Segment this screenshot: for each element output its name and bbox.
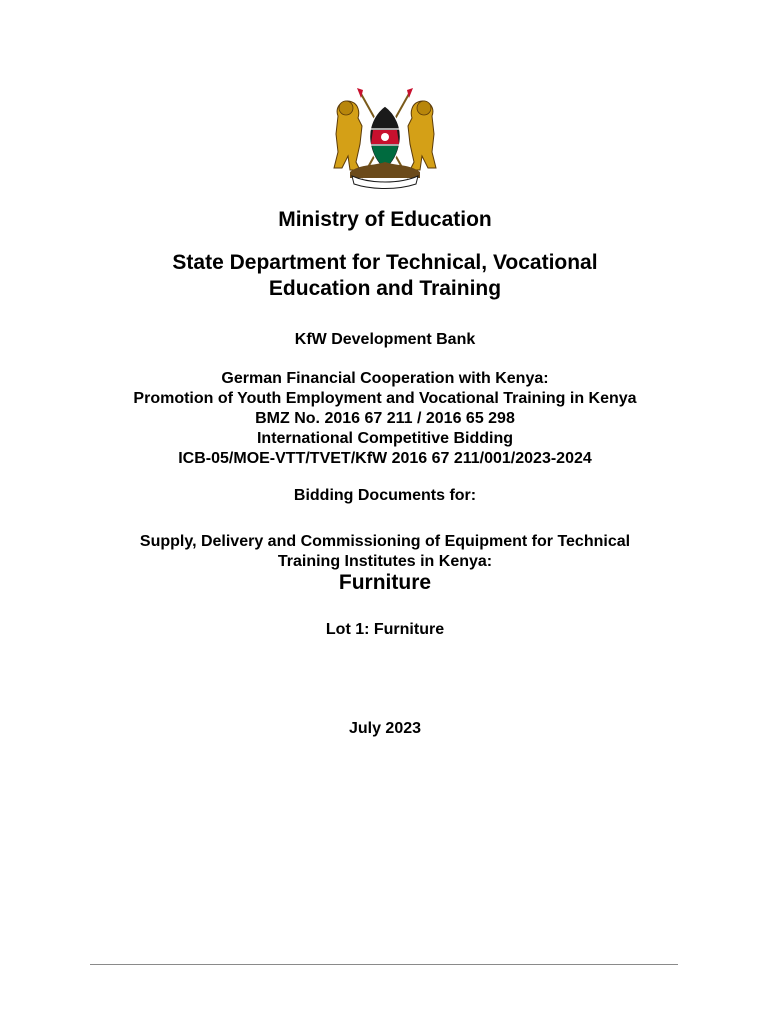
project-details — [0, 369, 770, 469]
project-bmz-number: BMZ No. 2016 67 211 / 2016 65 298 — [255, 410, 515, 427]
department-title-line-2: Education and Training — [268, 277, 502, 300]
department-title-line-1: State Department for Technical, Vocational — [172, 251, 598, 274]
category-title: Furniture — [338, 571, 432, 594]
bidding-documents-heading: Bidding Documents for: — [293, 487, 477, 504]
supply-line-2: Training Institutes in Kenya: — [277, 553, 493, 570]
project-title-line: Promotion of Youth Employment and Vocational Training in Kenya — [133, 390, 637, 407]
document-date: July 2023 — [348, 720, 422, 737]
bank-name: KfW Development Bank — [294, 331, 476, 348]
department-title — [0, 250, 770, 302]
supply-line-1: Supply, Delivery and Commissioning of Equipment for Technical — [139, 533, 631, 550]
lot-label: Lot 1: Furniture — [325, 621, 445, 638]
project-cooperation-line: German Financial Cooperation with Kenya: — [221, 370, 549, 387]
project-bidding-type: International Competitive Bidding — [256, 430, 513, 447]
coat-of-arms-emblem — [330, 86, 440, 191]
project-reference-number: ICB-05/MOE-VTT/TVET/KfW 2016 67 211/001/2023-2024 — [178, 450, 592, 467]
footer-divider — [90, 964, 678, 965]
ministry-title: Ministry of Education — [278, 208, 492, 231]
supply-description — [0, 532, 770, 572]
